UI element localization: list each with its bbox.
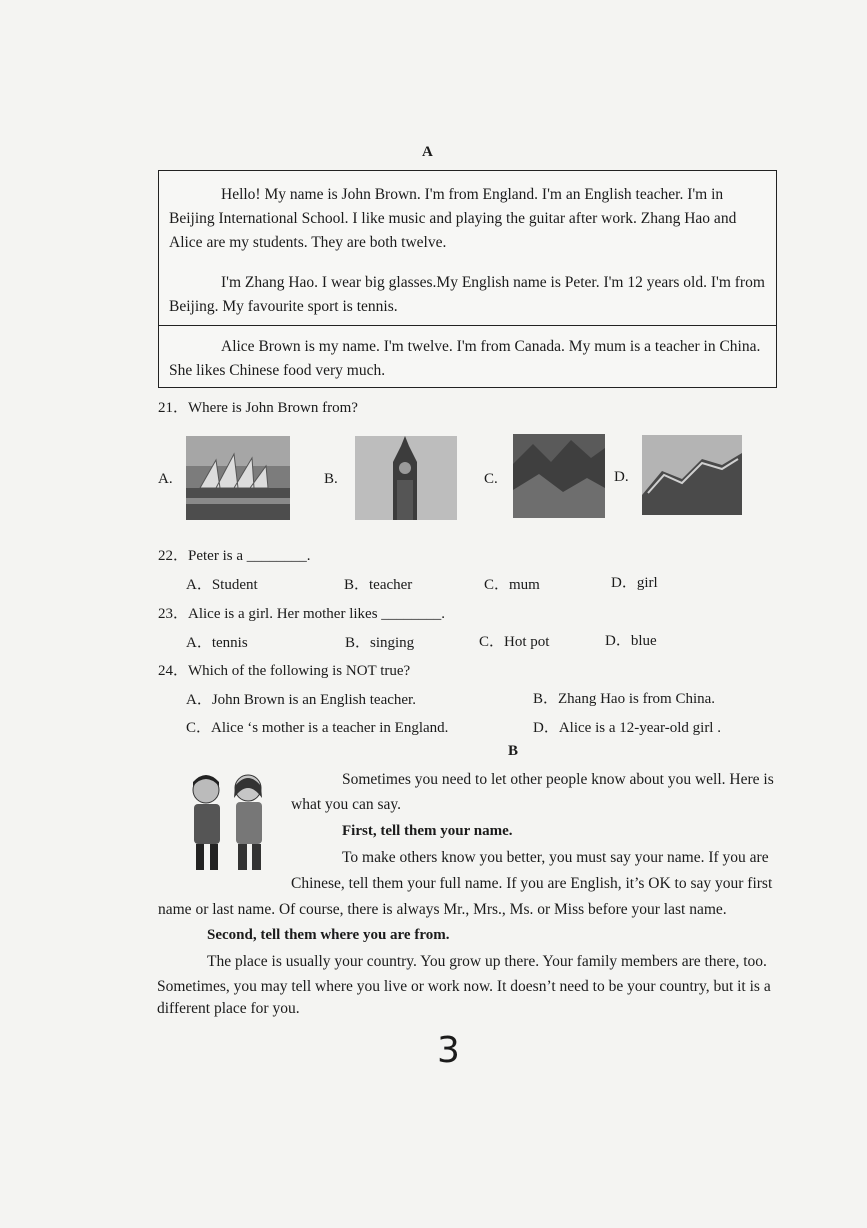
q21-option-a-label: A. <box>158 471 173 487</box>
b-p1-line-3: name or last name. Of course, there is always Mr., Mrs., Ms. or Miss before your last name. <box>158 901 727 918</box>
passage-box-zhang <box>158 262 777 326</box>
clock-tower-photo <box>355 436 457 520</box>
passage-box-john <box>158 170 777 264</box>
q23-option-d: D．blue <box>605 633 657 649</box>
passage-box-alice <box>158 325 777 388</box>
q24-option-a: A．John Brown is an English teacher. <box>186 692 416 708</box>
two-students-illustration <box>176 768 280 872</box>
question-23: 23．Alice is a girl. Her mother likes ________. <box>158 606 446 622</box>
b-p2-line-3: different place for you. <box>157 1000 300 1017</box>
opera-house-photo <box>186 436 290 520</box>
b-p1-line-2: Chinese, tell them your full name. If you are English, it’s OK to say your first <box>291 875 773 892</box>
passage-alice: Alice Brown is my name. I'm twelve. I'm from Canada. My mum is a teacher in China. She likes Chinese food very much. <box>169 338 761 379</box>
q21-option-b-label: B. <box>324 471 338 487</box>
mountain-valley-photo <box>513 434 605 518</box>
b-p2-line-1: The place is usually your country. You grow up there. Your family members are there, too. <box>207 953 767 970</box>
q23-option-b: B．singing <box>345 635 415 651</box>
great-wall-photo <box>642 435 742 515</box>
b-intro-line-1: Sometimes you need to let other people know about you well. Here is <box>342 771 774 788</box>
q24-option-d: D．Alice is a 12-year-old girl . <box>533 720 721 736</box>
q21-option-d-label: D. <box>614 469 629 485</box>
q24-option-c: C．Alice ‘s mother is a teacher in England. <box>186 720 449 736</box>
b-heading-from: Second, tell them where you are from. <box>207 927 450 943</box>
passage-john: Hello! My name is John Brown. I'm from England. I'm an English teacher. I'm in Beijing International School. I like music and playing the guitar after work. Zhang Hao and Alice are my students. They are both twelve. <box>169 186 737 251</box>
q21-option-c-label: C. <box>484 471 498 487</box>
page-number: 3 <box>437 1030 460 1071</box>
q24-option-b: B．Zhang Hao is from China. <box>533 691 716 707</box>
q22-option-a: A．Student <box>186 577 258 593</box>
q23-option-a: A．tennis <box>186 635 248 651</box>
b-intro-line-2: what you can say. <box>291 796 402 813</box>
b-p1-line-1: To make others know you better, you must say your name. If you are <box>342 849 769 866</box>
b-p2-line-2: Sometimes, you may tell where you live or work now. It doesn’t need to be your country, but it is a <box>157 978 771 995</box>
passage-zhang: I'm Zhang Hao. I wear big glasses.My English name is Peter. I'm 12 years old. I'm from Beijing. My favourite sport is tennis. <box>169 274 765 315</box>
q23-option-c: C．Hot pot <box>479 634 550 650</box>
q22-option-d: D．girl <box>611 575 658 591</box>
question-24: 24．Which of the following is NOT true? <box>158 663 411 679</box>
b-heading-name: First, tell them your name. <box>342 823 513 839</box>
section-a-title: A <box>422 144 433 160</box>
section-b-title: B <box>508 743 519 759</box>
q22-option-b: B．teacher <box>344 577 413 593</box>
question-22: 22．Peter is a ________. <box>158 548 311 564</box>
question-21: 21．Where is John Brown from? <box>158 400 358 416</box>
q22-option-c: C．mum <box>484 577 540 593</box>
